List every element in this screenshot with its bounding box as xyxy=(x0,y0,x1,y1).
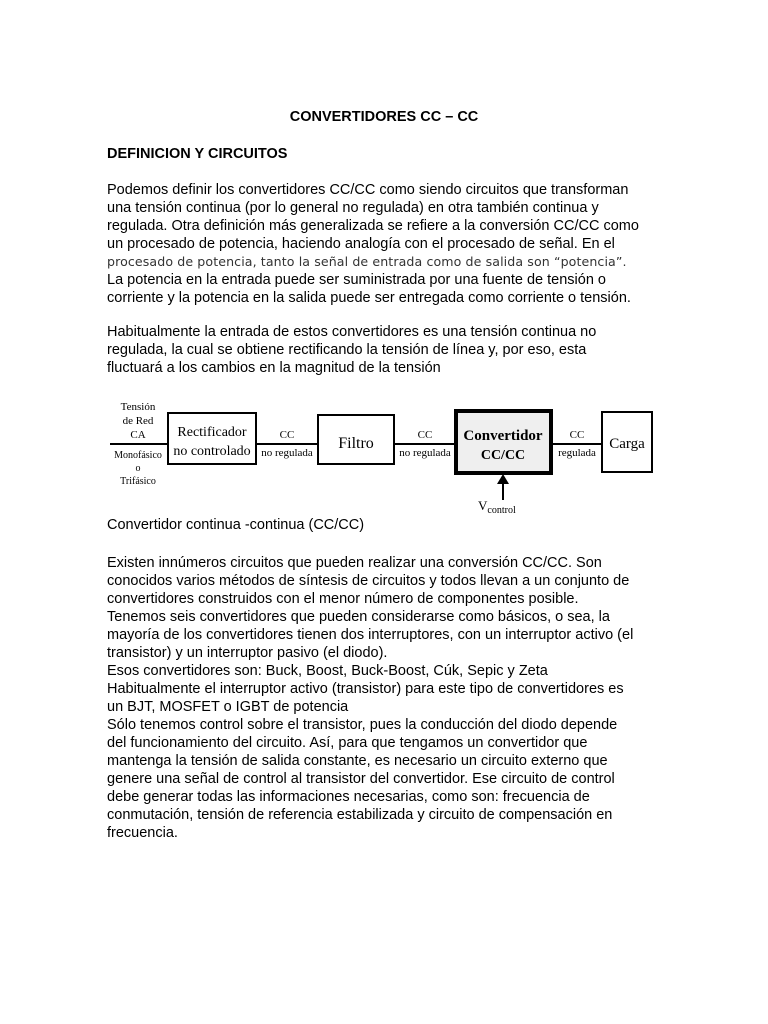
input-label-line: CA xyxy=(130,429,146,441)
text-line: regulada. Otra definición más generalizada se refiere a la conversión CC/CC como xyxy=(107,218,639,234)
text-line: mayoría de los convertidores tienen dos interruptores, con un interruptor activo (el xyxy=(107,627,634,643)
text-line: regulada, la cual se obtiene rectificando la tensión de línea y, por eso, esta xyxy=(107,342,587,358)
link-label: no regulada xyxy=(399,447,451,459)
text-line: procesado de potencia, tanto la señal de entrada como de salida son “potencia”. xyxy=(107,254,627,269)
text-line: Habitualmente la entrada de estos convertidores es una tensión continua no xyxy=(107,324,597,340)
text-line: un BJT, MOSFET o IGBT de potencia xyxy=(107,699,349,715)
text-line: frecuencia. xyxy=(107,825,178,841)
text-line: un procesado de potencia, haciendo analogía con el procesado de señal. En el xyxy=(107,236,615,252)
converter-label: CC/CC xyxy=(480,448,526,463)
text-line: transistor) y un interruptor pasivo (el diodo). xyxy=(107,645,388,661)
link-label: CC xyxy=(569,429,585,441)
link-label: no regulada xyxy=(261,447,313,459)
link-label: regulada xyxy=(558,447,596,459)
paragraph-input xyxy=(107,323,667,377)
text-line: Sólo tenemos control sobre el transistor, pues la conducción del diodo depende xyxy=(107,717,618,733)
text-line: corriente y la potencia en la salida puede ser entregada como corriente o tensión. xyxy=(107,290,631,306)
link-label: CC xyxy=(417,429,433,441)
input-sub-line: o xyxy=(135,463,141,474)
text-line: Habitualmente el interruptor activo (transistor) para este tipo de convertidores es xyxy=(107,681,624,697)
rectifier-label: no controlado xyxy=(173,444,251,459)
input-label-line: de Red xyxy=(122,415,154,427)
text-line: La potencia en la entrada puede ser suministrada por una fuente de tensión o xyxy=(107,272,606,288)
rectifier-label: Rectificador xyxy=(177,425,247,440)
text-line: mantenga la tensión de salida constante, es necesario un circuito externo que xyxy=(107,753,608,769)
text-line: del funcionamiento del circuito. Así, para que tengamos un convertidor que xyxy=(107,735,588,751)
text-line: genere una señal de control al transistor del convertidor. Ese circuito de control xyxy=(107,771,615,787)
control-arrow-head xyxy=(497,474,509,484)
text-line: Tenemos seis convertidores que pueden considerarse como básicos, o sea, la xyxy=(107,609,610,625)
text-line: convertidores construidos con el menor número de componentes posible. xyxy=(107,591,579,607)
input-label-line: Tensión xyxy=(120,401,156,413)
load-label: Carga xyxy=(609,436,645,452)
section-heading: DEFINICION Y CIRCUITOS xyxy=(107,146,288,162)
text-line: Existen innúmeros circuitos que pueden realizar una conversión CC/CC. Son xyxy=(107,555,602,571)
paragraph-definition xyxy=(107,181,667,307)
input-sub-line: Trifásico xyxy=(120,476,156,487)
control-label: $V_{control}$ xyxy=(478,498,516,516)
input-sub-line: Monofásico xyxy=(114,450,162,461)
text-line: conmutación, tensión de referencia estabilizada y circuito de compensación en xyxy=(107,807,613,823)
converter-label: Convertidor xyxy=(463,428,543,444)
block-diagram xyxy=(106,396,666,518)
filter-label: Filtro xyxy=(338,435,374,452)
document-title: CONVERTIDORES CC – CC xyxy=(289,109,479,125)
text-line: debe generar todas las informaciones necesarias, como son: frecuencia de xyxy=(107,789,590,805)
link-label: CC xyxy=(279,429,295,441)
text-line: Esos convertidores son: Buck, Boost, Buck-Boost, Cúk, Sepic y Zeta xyxy=(107,663,548,679)
text-line: fluctuará a los cambios en la magnitud de la tensión xyxy=(107,360,441,376)
diagram-caption: Convertidor continua -continua (CC/CC) xyxy=(107,517,365,533)
text-line: conocidos varios métodos de síntesis de circuitos y todos llevan a un conjunto de xyxy=(107,573,630,589)
text-line: Podemos definir los convertidores CC/CC como siendo circuitos que transforman xyxy=(107,182,629,198)
text-line: una tensión continua (por lo general no regulada) en otra también continua y xyxy=(107,200,599,216)
paragraph-converters xyxy=(107,554,667,842)
